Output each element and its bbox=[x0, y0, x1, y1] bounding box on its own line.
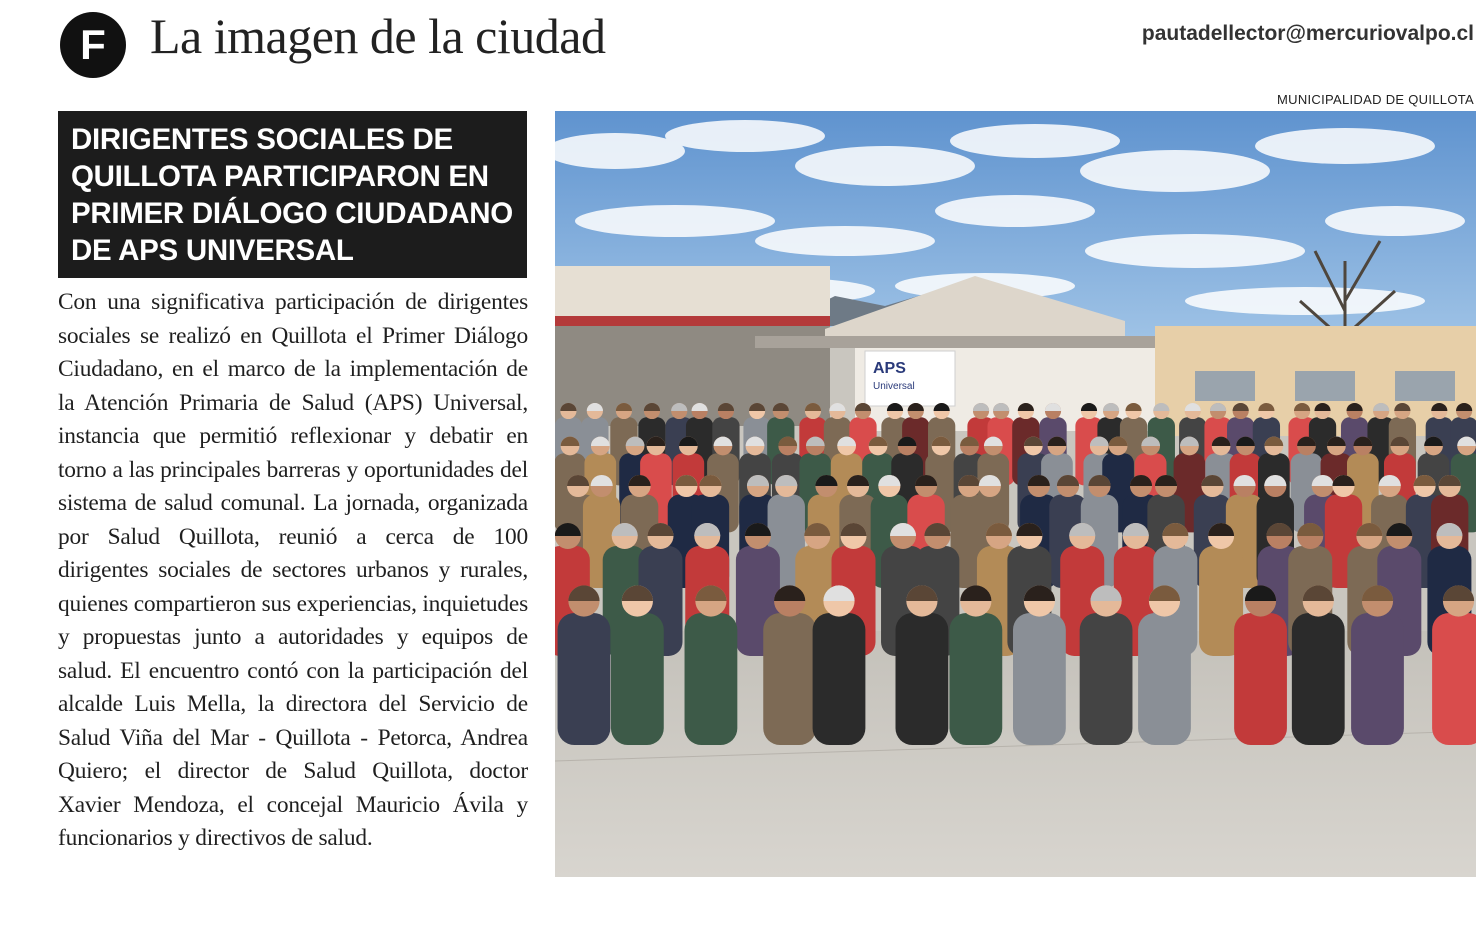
article-body: Con una significativa participación de dirigentes sociales se realizó en Quillota el Primer Diálogo Ciudadano, en el marco de la implementación de la Atención Primaria de Salud (APS) Universal, instancia que permitió reflexionar y debatir en torno a las principales barreras y oportunidades del sistema de salud comunal. La jornada, organizada por Salud Quillota, reunió a cerca de 100 dirigentes sociales de sectores urbanos y rurales, quienes compartieron sus experiencias, inquietudes y propuestas junto a autoridades y equipos de salud. El encuentro contó con la participación del alcalde Luis Mella, la directora del Servicio de Salud Viña del Mar - Quillota - Petorca, Andrea Quiero; el director de Salud Quillota, doctor Xavier Mendoza, el concejal Mauricio Ávila y funcionarios y directivos de salud. bbox=[58, 289, 529, 851]
contact-email[interactable]: pautadellector@mercuriovalpo.cl bbox=[1141, 22, 1474, 45]
person-body bbox=[763, 613, 816, 745]
person-body bbox=[685, 613, 738, 745]
person-body bbox=[611, 613, 664, 745]
person-body bbox=[896, 613, 949, 745]
person-body bbox=[1351, 613, 1404, 745]
person-body bbox=[1234, 613, 1287, 745]
person-body bbox=[813, 613, 866, 745]
section-title: La imagen de la ciudad bbox=[150, 8, 606, 64]
person-body bbox=[1432, 613, 1476, 745]
headline-box bbox=[58, 111, 527, 278]
section-badge: F bbox=[60, 12, 126, 78]
crowd bbox=[555, 403, 1476, 745]
person-body bbox=[949, 613, 1002, 745]
person-body bbox=[558, 613, 611, 745]
svg-text:APS: APS bbox=[873, 360, 906, 377]
svg-text:Universal: Universal bbox=[873, 381, 915, 392]
photo-credit: MUNICIPALIDAD DE QUILLOTA bbox=[1277, 92, 1474, 107]
group-photo bbox=[555, 111, 1476, 877]
person-body bbox=[1292, 613, 1345, 745]
person-body bbox=[1013, 613, 1066, 745]
person-body bbox=[1138, 613, 1191, 745]
person-hair bbox=[829, 403, 845, 411]
person-body bbox=[1080, 613, 1133, 745]
article-headline: DIRIGENTES SOCIALES DE QUILLOTA PARTICIPARON EN PRIMER DIÁLOGO CIUDADANO DE APS UNIVERSAL bbox=[71, 123, 513, 267]
